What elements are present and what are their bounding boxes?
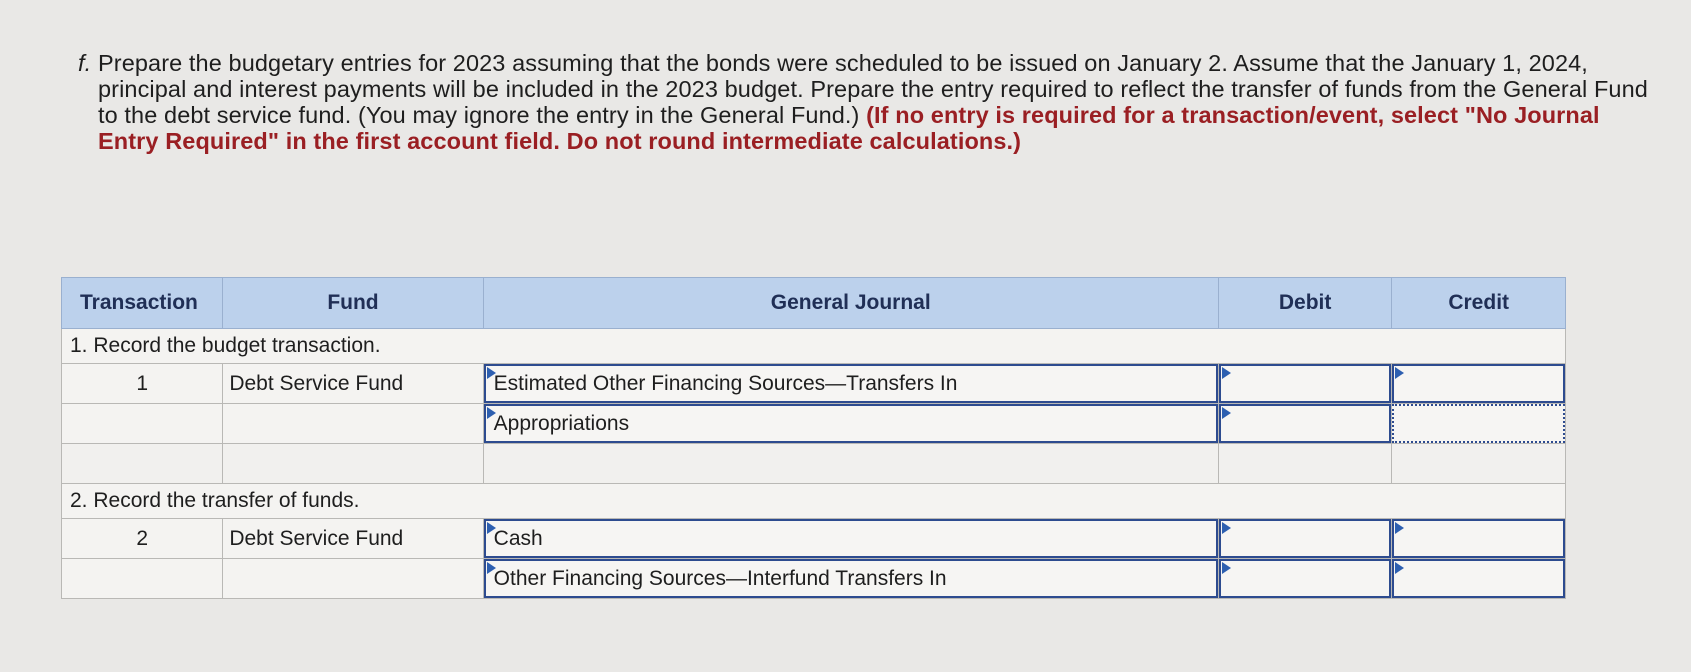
debit-cell	[1218, 559, 1392, 599]
section-title-2: 2. Record the transfer of funds.	[62, 484, 1566, 519]
account-field[interactable]	[484, 519, 1218, 558]
credit-cell	[1392, 519, 1566, 559]
table-row	[62, 364, 1566, 404]
credit-input[interactable]	[1392, 559, 1565, 598]
question-letter: f.	[78, 50, 92, 76]
account-value: Appropriations	[493, 411, 630, 435]
account-field[interactable]	[484, 559, 1218, 598]
header-fund: Fund	[223, 278, 483, 329]
input-marker-icon	[1395, 562, 1404, 574]
credit-input[interactable]	[1392, 364, 1565, 403]
empty-cell	[483, 444, 1218, 484]
transaction-number-empty	[62, 404, 223, 444]
debit-input[interactable]	[1219, 559, 1392, 598]
account-cell	[483, 364, 1218, 404]
credit-cell	[1392, 559, 1566, 599]
fund-name: Debt Service Fund	[223, 519, 483, 559]
table-row	[62, 444, 1566, 484]
debit-input[interactable]	[1219, 404, 1392, 443]
fund-name-empty	[223, 559, 483, 599]
input-marker-icon	[1222, 522, 1231, 534]
instructions-text: Prepare the budgetary entries for 2023 assuming that the bonds were scheduled to be issued on January 2. Assume that the January 1, 2024, principal and interest payments will be included in the 2023 budget. Prepare the entry required to reflect the transfer of funds from the General Fund to the debt service fund. (You may ignore the entry in the General Fund.)	[98, 50, 1648, 128]
credit-cell	[1392, 404, 1566, 444]
debit-cell	[1218, 519, 1392, 559]
table-row	[62, 404, 1566, 444]
input-marker-icon	[1222, 562, 1231, 574]
empty-cell	[1218, 444, 1392, 484]
account-field[interactable]	[484, 364, 1218, 403]
header-row	[62, 278, 1566, 329]
account-cell	[483, 559, 1218, 599]
input-marker-icon	[1395, 367, 1404, 379]
section-title-1: 1. Record the budget transaction.	[62, 329, 1566, 364]
empty-cell	[1392, 444, 1566, 484]
empty-cell	[62, 444, 223, 484]
account-value: Other Financing Sources—Interfund Transfers In	[493, 566, 947, 590]
input-marker-icon	[1395, 522, 1404, 534]
instructions-emphasis: (If no entry is required for a transaction/event, select "No Journal Entry Required" in the first account field. Do not round intermediate calculations.)	[98, 102, 1600, 154]
table-row	[62, 559, 1566, 599]
dropdown-marker-icon	[487, 562, 496, 574]
account-cell	[483, 404, 1218, 444]
header-transaction: Transaction	[62, 278, 223, 329]
header-credit: Credit	[1392, 278, 1566, 329]
debit-input[interactable]	[1219, 364, 1392, 403]
transaction-number: 2	[62, 519, 223, 559]
account-field[interactable]	[484, 404, 1218, 443]
credit-cell	[1392, 364, 1566, 404]
instructions	[78, 50, 1648, 154]
header-debit: Debit	[1218, 278, 1392, 329]
empty-cell	[223, 444, 483, 484]
input-marker-icon	[1222, 367, 1231, 379]
input-marker-icon	[1222, 407, 1231, 419]
debit-input[interactable]	[1219, 519, 1392, 558]
section-row	[62, 329, 1566, 364]
journal-table	[61, 277, 1566, 599]
dropdown-marker-icon	[487, 367, 496, 379]
header-general-journal: General Journal	[483, 278, 1218, 329]
fund-name-empty	[223, 404, 483, 444]
account-value: Estimated Other Financing Sources—Transfers In	[493, 371, 958, 395]
transaction-number-empty	[62, 559, 223, 599]
account-cell	[483, 519, 1218, 559]
credit-input-focused[interactable]	[1392, 404, 1565, 443]
dropdown-marker-icon	[487, 522, 496, 534]
debit-cell	[1218, 404, 1392, 444]
credit-input[interactable]	[1392, 519, 1565, 558]
table-row	[62, 519, 1566, 559]
account-value: Cash	[493, 526, 543, 550]
section-row	[62, 484, 1566, 519]
debit-cell	[1218, 364, 1392, 404]
dropdown-marker-icon	[487, 407, 496, 419]
fund-name: Debt Service Fund	[223, 364, 483, 404]
transaction-number: 1	[62, 364, 223, 404]
